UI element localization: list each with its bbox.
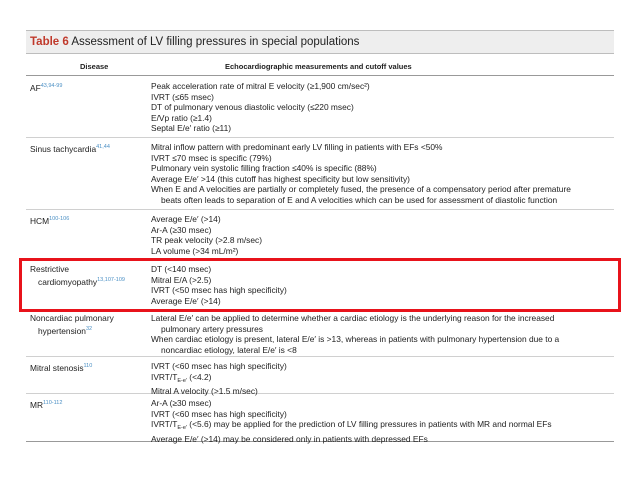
reference-superscript: 13,107-109 — [97, 276, 125, 283]
highlight-box — [19, 258, 621, 312]
disease-cell: HCM$^{100-106}$ — [30, 215, 70, 226]
measurements-cell: DT (<140 msec) Mitral E/A (>2.5) IVRT (<50 msec has high specificity) Average E/e′ (>14) — [151, 264, 287, 306]
reference-superscript: 110 — [83, 363, 93, 369]
table-row-mr — [26, 394, 614, 442]
reference-superscript: 32 — [85, 325, 93, 332]
disease-cell: Sinus tachycardia$^{41,44}$ — [30, 143, 110, 154]
disease-cell: Restrictive cardiomyopathy$^{13,107-109}$ — [30, 264, 125, 287]
table-row-af — [26, 77, 614, 138]
measurements-cell: IVRT (<60 msec has high specificity) IVRT/$T_{E-e'}$ (<4.2) Mitral A velocity (>1.5 m/sec) — [151, 361, 287, 396]
measurements-cell: Average E/e′ (>14) Ar-A (≥30 msec) TR peak velocity (>2.8 m/sec) LA volume (>34 mL/m²) — [151, 214, 263, 256]
disease-cell: Mitral stenosis$^{110}$ — [30, 362, 93, 373]
disease-cell: MR$^{110-112}$ — [30, 399, 63, 410]
measurements-cell: Mitral inflow pattern with predominant early LV filling in patients with EFs <50% IVRT ≤70 msec is specific (79%) Pulmonary vein systolic filling fraction ≤40% is specific (88%) Average E/e′ >14 (this cutoff has highest specificity but low sensitivity) When E and A velocities are partially or completely fused, the presence of a compensatory period after premature beats often leads to separation of E and A velocities which can be used for assessment of diastolic function — [151, 142, 571, 205]
table-caption: Assessment of LV filling pressures in special populations — [71, 36, 360, 48]
table-row-noncardiac-pulmonary-hypertension — [26, 309, 614, 357]
column-header-measurements: Echocardiographic measurements and cutoff values — [225, 62, 412, 71]
disease-cell: Noncardiac pulmonary hypertension$^{32}$ — [30, 313, 114, 336]
measurements-cell: Ar-A (≥30 msec) IVRT (<60 msec has high specificity) IVRT/$T_{E-e'}$ (<5.6) may be applied for the prediction of LV filling pressures in patients with MR and normal EFs Average E/e′ (>14) may be considered only in patients with depressed EFs — [151, 398, 552, 444]
measurements-cell: Lateral E/e′ can be applied to determine whether a cardiac etiology is the underlying reason for the increased pulmonary artery pressures When cardiac etiology is present, lateral E/e′ is >13, whereas in patients with pulmonary hypertension due to a noncardiac etiology, lateral E/e′ is <8 — [151, 313, 560, 355]
reference-superscript: 41,44 — [96, 144, 110, 150]
reference-superscript: 110-112 — [43, 400, 63, 406]
column-header-disease: Disease — [80, 62, 109, 71]
measurements-cell: Peak acceleration rate of mitral E velocity (≥1,900 cm/sec²) IVRT (≤65 msec) DT of pulmonary venous diastolic velocity (≤220 msec) E/Vp ratio (≥1.4) Septal E/e′ ratio (≥11) — [151, 81, 370, 133]
table-row-hcm — [26, 210, 614, 258]
table-row-mitral-stenosis — [26, 357, 614, 394]
disease-cell: AF$^{43,94-99}$ — [30, 82, 63, 93]
table-header — [26, 56, 614, 76]
table-title — [26, 30, 614, 54]
reference-superscript: 100-106 — [49, 216, 70, 222]
reference-superscript: 43,94-99 — [40, 83, 63, 89]
table-row-sinus-tachycardia — [26, 138, 614, 210]
table-number: Table 6 — [30, 36, 69, 48]
